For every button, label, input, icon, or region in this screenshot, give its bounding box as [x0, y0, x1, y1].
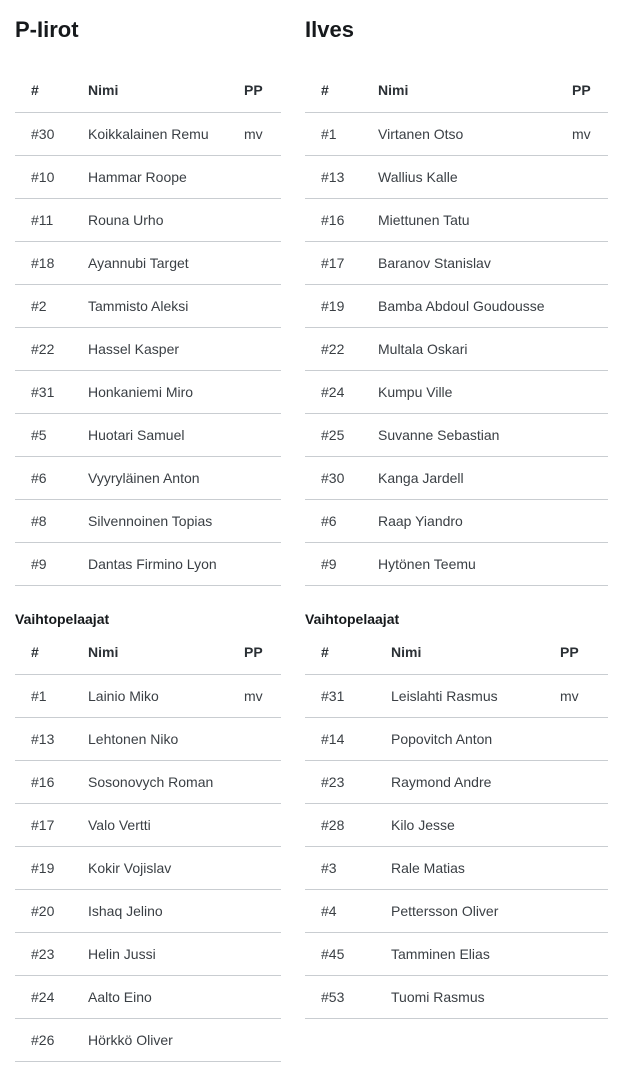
- player-row: [15, 155, 281, 198]
- player-name: Ishaq Jelino: [88, 889, 244, 932]
- player-number: #53: [305, 975, 391, 1018]
- header-number: #: [15, 69, 88, 112]
- player-name: Bamba Abdoul Goudousse: [378, 284, 572, 327]
- player-number: #17: [15, 803, 88, 846]
- player-name: Raymond Andre: [391, 760, 560, 803]
- player-name: Sosonovych Roman: [88, 760, 244, 803]
- player-number: #30: [15, 112, 88, 155]
- player-position: [244, 1018, 281, 1061]
- starters-table: [15, 69, 281, 586]
- player-number: #24: [305, 370, 378, 413]
- player-number: #24: [15, 975, 88, 1018]
- table-header-row: [15, 631, 281, 674]
- player-row: [15, 542, 281, 585]
- player-name: Lainio Miko: [88, 674, 244, 717]
- player-position: [560, 803, 608, 846]
- substitutes-table: [15, 631, 281, 1062]
- player-name: Baranov Stanislav: [378, 241, 572, 284]
- player-name: Popovitch Anton: [391, 717, 560, 760]
- player-row: [305, 198, 608, 241]
- player-name: Dantas Firmino Lyon: [88, 542, 244, 585]
- player-row: [305, 155, 608, 198]
- header-position: PP: [244, 631, 281, 674]
- player-row: [305, 760, 608, 803]
- player-name: Silvennoinen Topias: [88, 499, 244, 542]
- player-position: mv: [560, 674, 608, 717]
- player-name: Honkaniemi Miro: [88, 370, 244, 413]
- player-number: #6: [15, 456, 88, 499]
- player-row: [305, 241, 608, 284]
- player-number: #13: [305, 155, 378, 198]
- substitutes-table: [305, 631, 608, 1019]
- player-row: [305, 674, 608, 717]
- player-position: [244, 413, 281, 456]
- player-position: [560, 760, 608, 803]
- player-number: #31: [305, 674, 391, 717]
- player-row: [15, 370, 281, 413]
- player-number: #18: [15, 241, 88, 284]
- header-number: #: [15, 631, 88, 674]
- player-number: #23: [305, 760, 391, 803]
- player-position: [572, 284, 608, 327]
- player-position: [572, 198, 608, 241]
- player-position: [560, 889, 608, 932]
- player-position: [244, 198, 281, 241]
- player-name: Koikkalainen Remu: [88, 112, 244, 155]
- player-number: #9: [305, 542, 378, 585]
- substitutes-title: Vaihtopelaajat: [15, 611, 110, 627]
- player-number: #19: [15, 846, 88, 889]
- player-position: [572, 456, 608, 499]
- header-name: Nimi: [88, 631, 244, 674]
- team-title: P-Iirot: [15, 17, 79, 42]
- player-row: [15, 499, 281, 542]
- player-row: [15, 717, 281, 760]
- starters-table: [305, 69, 608, 586]
- player-number: #8: [15, 499, 88, 542]
- player-name: Hörkkö Oliver: [88, 1018, 244, 1061]
- player-position: [244, 499, 281, 542]
- player-number: #14: [305, 717, 391, 760]
- player-number: #4: [305, 889, 391, 932]
- player-name: Kanga Jardell: [378, 456, 572, 499]
- player-number: #13: [15, 717, 88, 760]
- player-position: [244, 155, 281, 198]
- player-name: Hytönen Teemu: [378, 542, 572, 585]
- player-row: [15, 284, 281, 327]
- player-number: #22: [15, 327, 88, 370]
- player-row: [305, 846, 608, 889]
- header-name: Nimi: [88, 69, 244, 112]
- player-name: Valo Vertti: [88, 803, 244, 846]
- player-number: #17: [305, 241, 378, 284]
- header-position: PP: [572, 69, 608, 112]
- player-name: Hammar Roope: [88, 155, 244, 198]
- substitutes-title: Vaihtopelaajat: [305, 611, 400, 627]
- player-position: mv: [244, 112, 281, 155]
- player-row: [305, 542, 608, 585]
- player-row: [305, 932, 608, 975]
- player-name: Hassel Kasper: [88, 327, 244, 370]
- player-position: [244, 889, 281, 932]
- player-position: [572, 241, 608, 284]
- player-position: [244, 803, 281, 846]
- player-position: [572, 327, 608, 370]
- player-position: [244, 846, 281, 889]
- player-number: #25: [305, 413, 378, 456]
- player-row: [15, 760, 281, 803]
- player-row: [305, 112, 608, 155]
- player-position: [244, 284, 281, 327]
- player-number: #19: [305, 284, 378, 327]
- player-position: [572, 499, 608, 542]
- player-position: [572, 155, 608, 198]
- player-name: Tammisto Aleksi: [88, 284, 244, 327]
- player-row: [15, 456, 281, 499]
- player-position: mv: [244, 674, 281, 717]
- player-number: #16: [305, 198, 378, 241]
- player-row: [15, 1018, 281, 1061]
- player-row: [15, 803, 281, 846]
- player-name: Rale Matias: [391, 846, 560, 889]
- player-number: #2: [15, 284, 88, 327]
- player-name: Kilo Jesse: [391, 803, 560, 846]
- player-number: #9: [15, 542, 88, 585]
- header-number: #: [305, 631, 391, 674]
- player-number: #23: [15, 932, 88, 975]
- player-position: [572, 370, 608, 413]
- player-position: [244, 975, 281, 1018]
- player-row: [305, 327, 608, 370]
- player-position: [244, 241, 281, 284]
- header-number: #: [305, 69, 378, 112]
- header-position: PP: [244, 69, 281, 112]
- player-number: #16: [15, 760, 88, 803]
- player-name: Tuomi Rasmus: [391, 975, 560, 1018]
- player-name: Raap Yiandro: [378, 499, 572, 542]
- player-row: [15, 413, 281, 456]
- player-number: #3: [305, 846, 391, 889]
- player-row: [15, 241, 281, 284]
- player-position: [244, 717, 281, 760]
- player-number: #11: [15, 198, 88, 241]
- player-position: [560, 932, 608, 975]
- player-position: [244, 327, 281, 370]
- header-position: PP: [560, 631, 608, 674]
- player-name: Leislahti Rasmus: [391, 674, 560, 717]
- player-name: Kokir Vojislav: [88, 846, 244, 889]
- player-number: #22: [305, 327, 378, 370]
- player-row: [15, 975, 281, 1018]
- player-position: [244, 456, 281, 499]
- player-row: [15, 846, 281, 889]
- player-name: Tamminen Elias: [391, 932, 560, 975]
- player-row: [15, 327, 281, 370]
- player-row: [15, 112, 281, 155]
- player-row: [305, 975, 608, 1018]
- player-number: #28: [305, 803, 391, 846]
- player-number: #6: [305, 499, 378, 542]
- table-header-row: [305, 631, 608, 674]
- player-name: Helin Jussi: [88, 932, 244, 975]
- player-position: [560, 975, 608, 1018]
- player-number: #26: [15, 1018, 88, 1061]
- player-row: [15, 674, 281, 717]
- player-row: [305, 889, 608, 932]
- player-row: [15, 889, 281, 932]
- team-title: Ilves: [305, 17, 354, 42]
- player-position: [244, 370, 281, 413]
- table-header-row: [305, 69, 608, 112]
- player-number: #5: [15, 413, 88, 456]
- player-row: [15, 198, 281, 241]
- player-number: #1: [305, 112, 378, 155]
- player-row: [305, 803, 608, 846]
- player-row: [305, 370, 608, 413]
- player-name: Kumpu Ville: [378, 370, 572, 413]
- player-position: [244, 932, 281, 975]
- player-number: #20: [15, 889, 88, 932]
- player-number: #1: [15, 674, 88, 717]
- player-position: [244, 542, 281, 585]
- player-name: Ayannubi Target: [88, 241, 244, 284]
- player-position: [572, 413, 608, 456]
- player-row: [305, 413, 608, 456]
- player-name: Pettersson Oliver: [391, 889, 560, 932]
- player-row: [305, 717, 608, 760]
- player-name: Virtanen Otso: [378, 112, 572, 155]
- player-number: #31: [15, 370, 88, 413]
- player-name: Vyyryläinen Anton: [88, 456, 244, 499]
- player-name: Aalto Eino: [88, 975, 244, 1018]
- player-number: #45: [305, 932, 391, 975]
- player-name: Multala Oskari: [378, 327, 572, 370]
- player-name: Miettunen Tatu: [378, 198, 572, 241]
- player-name: Huotari Samuel: [88, 413, 244, 456]
- player-number: #10: [15, 155, 88, 198]
- player-name: Lehtonen Niko: [88, 717, 244, 760]
- player-name: Wallius Kalle: [378, 155, 572, 198]
- player-row: [15, 932, 281, 975]
- player-name: Rouna Urho: [88, 198, 244, 241]
- player-position: mv: [572, 112, 608, 155]
- header-name: Nimi: [391, 631, 560, 674]
- player-row: [305, 499, 608, 542]
- player-position: [244, 760, 281, 803]
- player-row: [305, 456, 608, 499]
- player-row: [305, 284, 608, 327]
- player-position: [560, 717, 608, 760]
- header-name: Nimi: [378, 69, 572, 112]
- player-position: [572, 542, 608, 585]
- player-number: #30: [305, 456, 378, 499]
- table-header-row: [15, 69, 281, 112]
- player-name: Suvanne Sebastian: [378, 413, 572, 456]
- player-position: [560, 846, 608, 889]
